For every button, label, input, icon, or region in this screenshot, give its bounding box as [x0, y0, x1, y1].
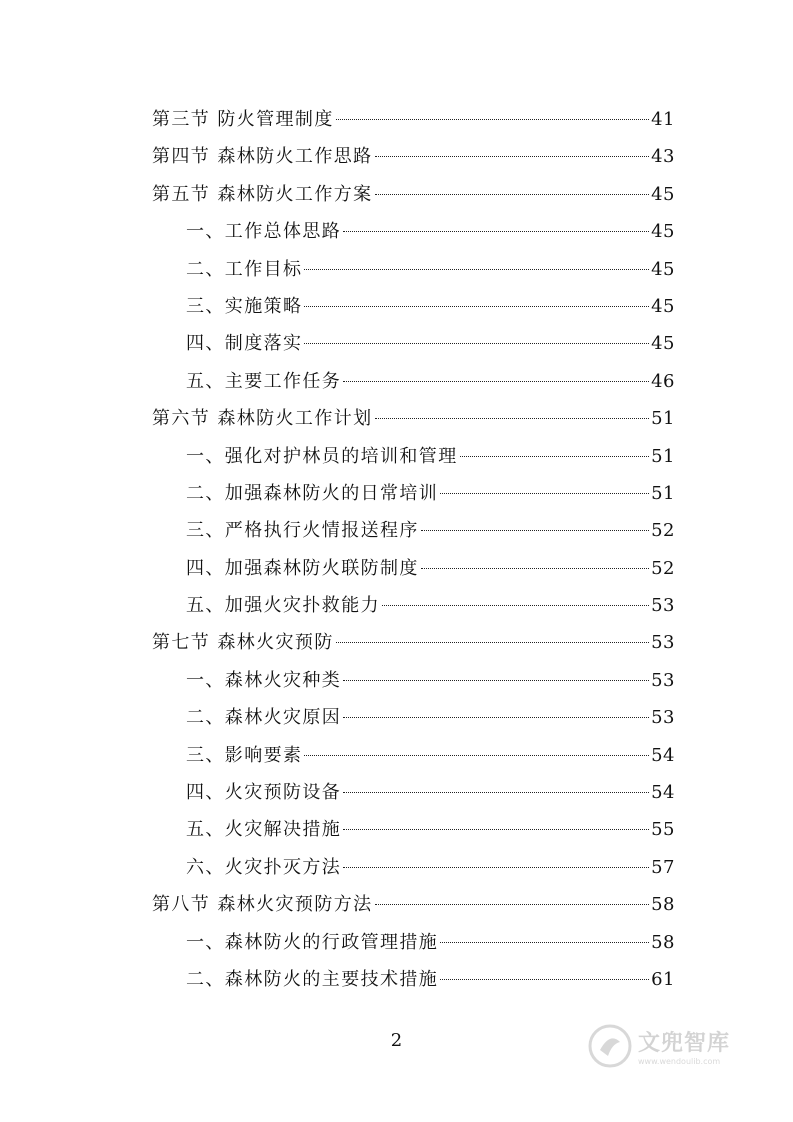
toc-entry-label: 三、严格执行火情报送程序 — [186, 520, 419, 542]
toc-entry-label: 二、工作目标 — [186, 258, 303, 280]
toc-leader-dots — [343, 717, 649, 718]
toc-entry-label: 二、加强森林防火的日常培训 — [186, 482, 439, 504]
toc-entry[interactable] — [152, 624, 675, 661]
toc-entry-label: 四、火灾预防设备 — [186, 782, 342, 804]
wendou-logo-icon — [588, 1024, 632, 1068]
toc-entry-page: 58 — [651, 894, 675, 916]
toc-entry-label: 四、加强森林防火联防制度 — [186, 557, 419, 579]
toc-leader-dots — [343, 792, 649, 793]
toc-entry-page: 53 — [651, 669, 675, 691]
toc-entry[interactable] — [152, 176, 675, 213]
toc-entry[interactable] — [152, 811, 675, 848]
toc-entry[interactable] — [152, 251, 675, 288]
toc-entry-page: 51 — [651, 408, 675, 430]
watermark-url: www.wendoulib.com — [638, 1057, 721, 1066]
toc-entry-page: 45 — [651, 221, 675, 243]
toc-entry-page: 45 — [651, 333, 675, 355]
toc-entry[interactable] — [152, 961, 675, 998]
toc-entry-page: 46 — [651, 370, 675, 392]
toc-entry[interactable] — [152, 774, 675, 811]
toc-leader-dots — [304, 269, 649, 270]
toc-entry[interactable] — [152, 886, 675, 923]
toc-entry[interactable] — [152, 737, 675, 774]
toc-entry[interactable] — [152, 363, 675, 400]
toc-entry-page: 58 — [651, 931, 675, 953]
toc-entry-label: 二、森林火灾原因 — [186, 707, 342, 729]
toc-entry[interactable] — [152, 101, 675, 138]
toc-entry[interactable] — [152, 438, 675, 475]
toc-entry[interactable] — [152, 512, 675, 549]
toc-entry-page: 61 — [651, 968, 675, 990]
toc-entry[interactable] — [152, 699, 675, 736]
toc-entry-page: 54 — [651, 782, 675, 804]
toc-leader-dots — [304, 755, 649, 756]
toc-leader-dots — [440, 493, 649, 494]
toc-leader-dots — [421, 530, 649, 531]
toc-entry-page: 51 — [651, 445, 675, 467]
toc-entry-page: 53 — [651, 707, 675, 729]
toc-entry-label: 一、森林火灾种类 — [186, 669, 342, 691]
toc-leader-dots — [375, 194, 650, 195]
toc-leader-dots — [382, 605, 649, 606]
toc-entry-label: 三、影响要素 — [186, 744, 303, 766]
toc-entry-page: 43 — [651, 146, 675, 168]
toc-entry-label: 第八节 森林火灾预防方法 — [152, 894, 373, 916]
toc-entry-page: 53 — [651, 595, 675, 617]
toc-entry-label: 一、强化对护林员的培训和管理 — [186, 445, 458, 467]
toc-leader-dots — [440, 979, 649, 980]
toc-entry-page: 53 — [651, 632, 675, 654]
toc-entry[interactable] — [152, 138, 675, 175]
toc-leader-dots — [421, 568, 649, 569]
toc-entry-page: 52 — [651, 520, 675, 542]
toc-leader-dots — [440, 942, 649, 943]
watermark-text: 文兜智库 — [638, 1031, 731, 1056]
toc-entry-page: 45 — [651, 183, 675, 205]
toc-entry-page: 55 — [651, 819, 675, 841]
toc-entry-label: 第七节 森林火灾预防 — [152, 632, 334, 654]
toc-entry-label: 第六节 森林防火工作计划 — [152, 408, 373, 430]
toc-entry-label: 一、森林防火的行政管理措施 — [186, 931, 439, 953]
toc-entry-label: 第四节 森林防火工作思路 — [152, 146, 373, 168]
toc-leader-dots — [304, 343, 649, 344]
toc-entry[interactable] — [152, 475, 675, 512]
toc-entry-label: 五、火灾解决措施 — [186, 819, 342, 841]
toc-entry-page: 41 — [651, 109, 675, 130]
toc-entry-page: 52 — [651, 557, 675, 579]
toc-entry-label: 第五节 森林防火工作方案 — [152, 183, 373, 205]
toc-entry[interactable] — [152, 849, 675, 886]
toc-entry[interactable] — [152, 325, 675, 362]
watermark — [588, 1018, 758, 1074]
toc-leader-dots — [375, 156, 650, 157]
toc-entry[interactable] — [152, 587, 675, 624]
toc-leader-dots — [343, 829, 649, 830]
toc-entry-page: 57 — [651, 856, 675, 878]
toc-entry[interactable] — [152, 550, 675, 587]
page-number: 2 — [390, 1030, 403, 1051]
toc-entry-label: 五、加强火灾扑救能力 — [186, 595, 380, 617]
toc-entry[interactable] — [152, 662, 675, 699]
toc-entry[interactable] — [152, 924, 675, 961]
toc-leader-dots — [375, 418, 650, 419]
toc-entry-page: 45 — [651, 258, 675, 280]
toc-entry[interactable] — [152, 213, 675, 250]
toc-entry-page: 45 — [651, 295, 675, 317]
toc-leader-dots — [304, 306, 649, 307]
toc-entry-page: 51 — [651, 482, 675, 504]
toc-entry[interactable] — [152, 288, 675, 325]
toc-entry-label: 六、火灾扑灭方法 — [186, 856, 342, 878]
toc-leader-dots — [460, 456, 649, 457]
toc-entry-label: 五、主要工作任务 — [186, 370, 342, 392]
toc-leader-dots — [343, 231, 649, 232]
toc-leader-dots — [343, 680, 649, 681]
toc-leader-dots — [343, 867, 649, 868]
toc-entry-label: 三、实施策略 — [186, 295, 303, 317]
table-of-contents — [152, 101, 675, 998]
toc-entry-label: 一、工作总体思路 — [186, 221, 342, 243]
toc-entry-page: 54 — [651, 744, 675, 766]
toc-entry-label: 四、制度落实 — [186, 333, 303, 355]
toc-leader-dots — [336, 119, 649, 120]
toc-leader-dots — [375, 904, 650, 905]
toc-entry-label: 二、森林防火的主要技术措施 — [186, 968, 439, 990]
toc-entry-label: 第三节 防火管理制度 — [152, 109, 334, 130]
toc-leader-dots — [343, 381, 649, 382]
toc-leader-dots — [336, 642, 649, 643]
toc-entry[interactable] — [152, 400, 675, 437]
